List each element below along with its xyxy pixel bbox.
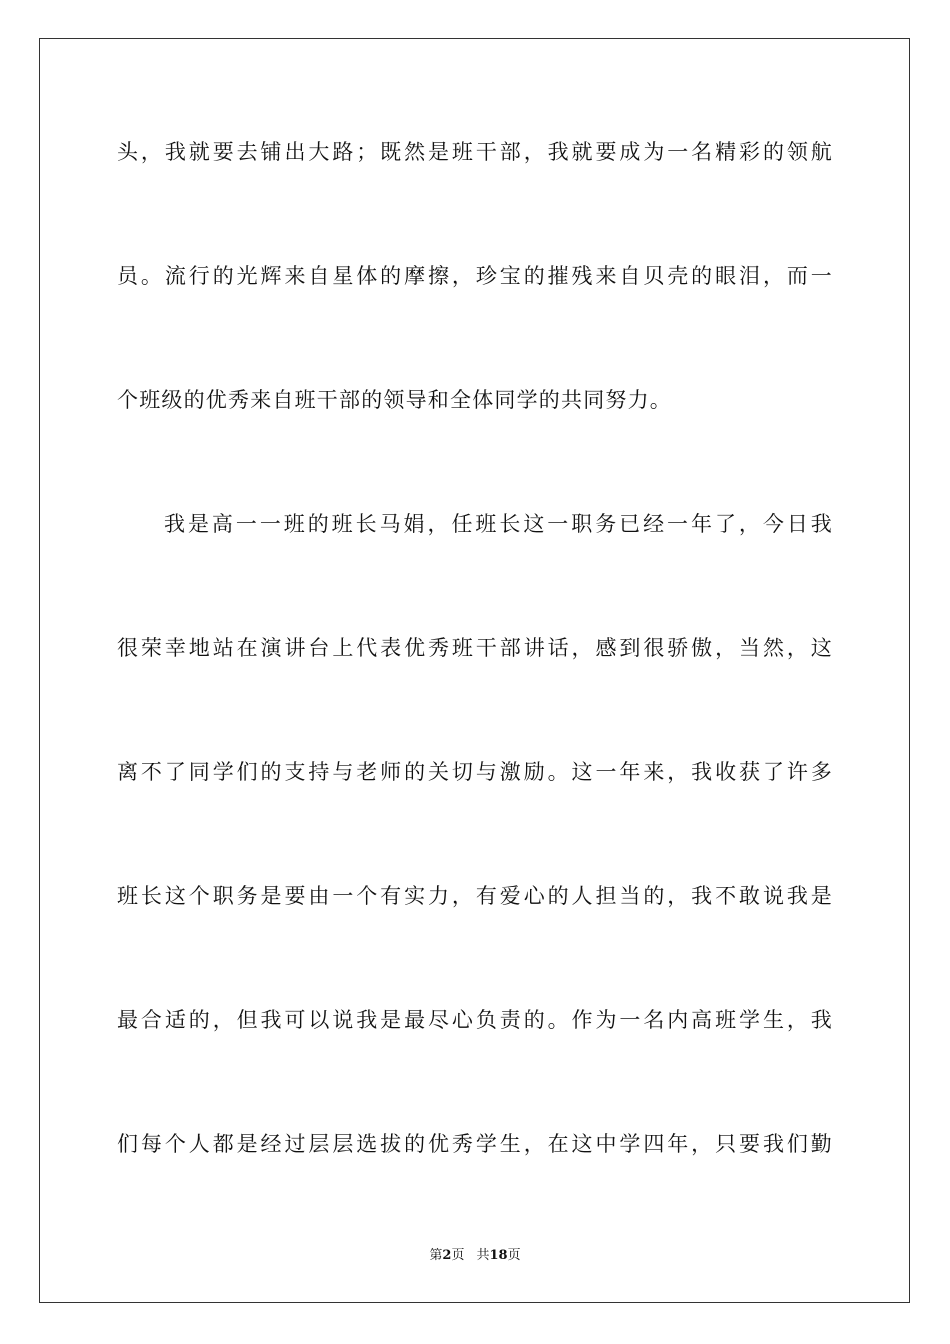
- page-footer: [0, 1247, 950, 1265]
- text-line-4: 我是高一一班的班长马娟，任班长这一职务已经一年了，今日我: [164, 512, 833, 536]
- total-prefix: 共: [476, 1248, 490, 1263]
- text-line-3: 个班级的优秀来自班干部的领导和全体同学的共同努力。: [117, 388, 672, 412]
- page-frame: [39, 38, 910, 1303]
- total-suffix: 页: [507, 1248, 521, 1263]
- text-line-2: 员。流行的光辉来自星体的摩擦，珍宝的摧残来自贝壳的眼泪，而一: [117, 264, 833, 288]
- text-line-8: 最合适的，但我可以说我是最尽心负责的。作为一名内高班学生，我: [117, 1008, 833, 1032]
- page-number: 2: [442, 1248, 452, 1263]
- text-line-1: 头，我就要去铺出大路；既然是班干部，我就要成为一名精彩的领航: [117, 140, 833, 164]
- page-prefix: 第: [429, 1248, 443, 1263]
- text-line-5: 很荣幸地站在演讲台上代表优秀班干部讲话，感到很骄傲，当然，这: [117, 636, 833, 660]
- text-line-9: 们每个人都是经过层层选拔的优秀学生，在这中学四年，只要我们勤: [117, 1132, 833, 1156]
- total-pages: 18: [489, 1248, 508, 1263]
- page-suffix: 页: [451, 1248, 465, 1263]
- text-line-6: 离不了同学们的支持与老师的关切与激励。这一年来，我收获了许多: [117, 760, 833, 784]
- text-line-7: 班长这个职务是要由一个有实力，有爱心的人担当的，我不敢说我是: [117, 884, 833, 908]
